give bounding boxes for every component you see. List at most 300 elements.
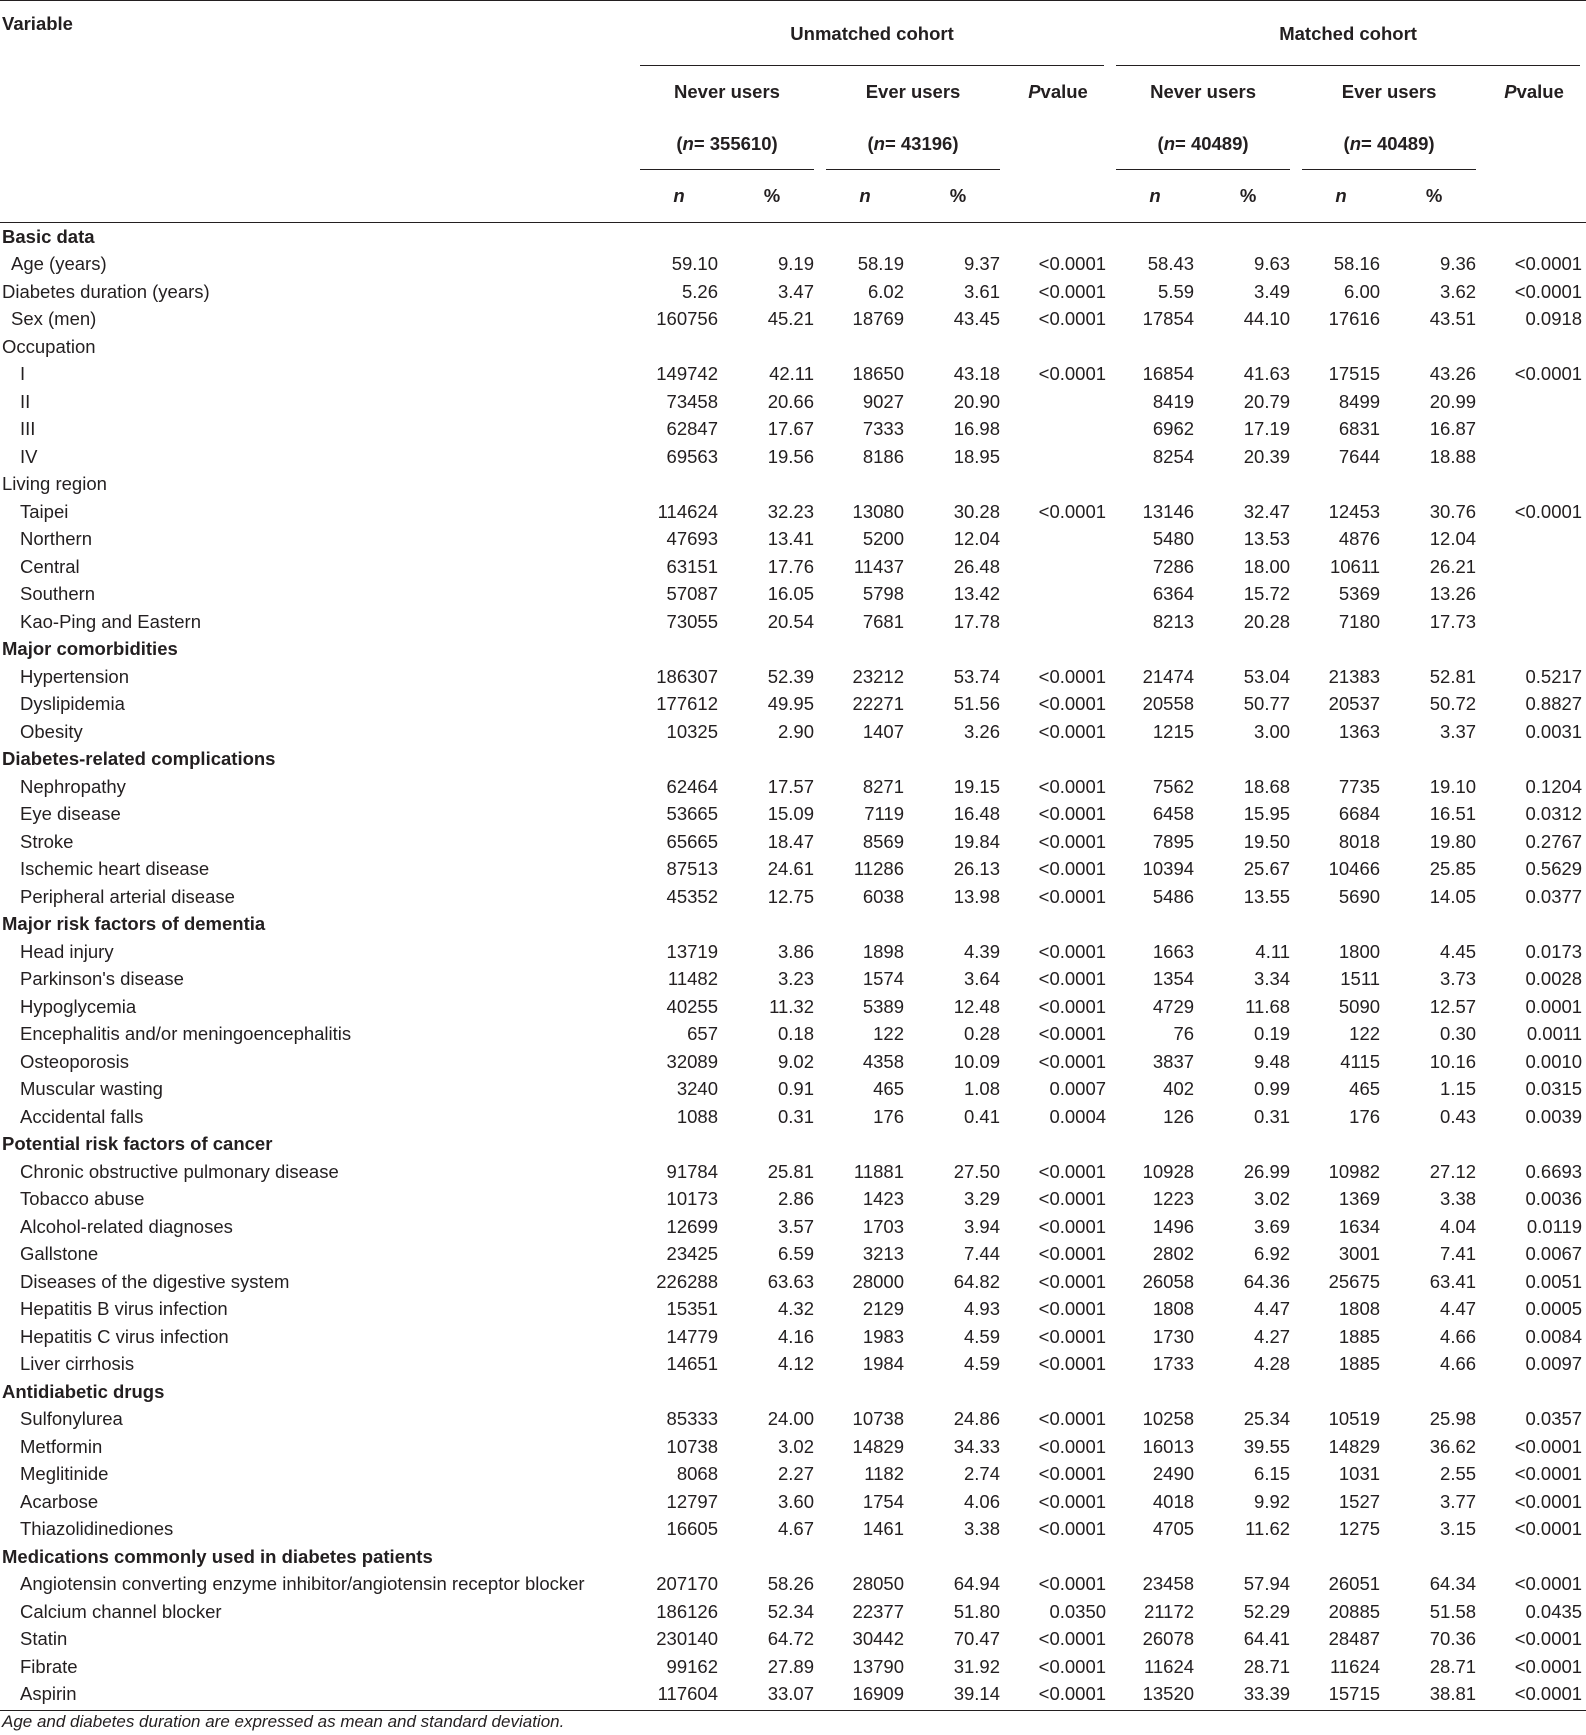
unmatched-never-n-cell: 186307 [656, 665, 718, 687]
unmatched-ever-pct-cell: 9.37 [963, 253, 1000, 275]
table-row [0, 581, 1586, 609]
matched-ever-n-cell [1296, 333, 1386, 361]
matched-never-pct-cell: 53.04 [1243, 665, 1291, 687]
unmatched-ever-n-cell: 11286 [853, 858, 904, 880]
unmatched-never-pct-cell: 17.57 [767, 775, 814, 797]
unmatched-ever-n: (n= 43196) [820, 118, 1006, 170]
matched-ever-pct-cell: 52.81 [1429, 665, 1477, 687]
matched-never-n-cell: 6364 [1152, 583, 1195, 605]
table-row [0, 251, 1586, 279]
matched-ever-pct-cell: 13.26 [1429, 583, 1477, 605]
matched-ever-pct-cell: 12.04 [1429, 528, 1477, 550]
unmatched-ever-n-cell: 8271 [862, 775, 904, 797]
unmatched-ever-pct-cell: 39.14 [910, 1681, 1006, 1711]
matched-ever-n-cell: 11624 [1329, 1655, 1381, 1677]
matched-never-pct-cell: 57.94 [1243, 1573, 1291, 1595]
matched-p-value-cell [1482, 608, 1586, 636]
unmatched-ever-pct-cell: 12.48 [953, 995, 1000, 1017]
unmatched-never-n-cell: 57087 [666, 583, 718, 605]
matched-never-n-cell: 16013 [1142, 1435, 1195, 1457]
table-footnote: Age and diabetes duration are expressed as mean and standard deviation. [2, 1712, 565, 1731]
unmatched-ever-n-cell: 5200 [862, 528, 904, 550]
unmatched-p-value-cell: <0.0001 [1038, 995, 1107, 1017]
table-row [0, 993, 1586, 1021]
unmatched-ever-n-cell: 1461 [862, 1518, 904, 1540]
matched-never-pct-cell: 18.00 [1243, 555, 1291, 577]
unmatched-ever-n-cell: 3213 [862, 1243, 904, 1265]
matched-ever-pct-cell: 16.51 [1429, 803, 1477, 825]
matched-never-pct-cell: 25.67 [1243, 858, 1291, 880]
unmatched-never-pct-cell: 3.23 [777, 968, 814, 990]
unmatched-ever-pct-cell: 30.28 [953, 500, 1000, 522]
unmatched-never-pct-cell: 4.32 [777, 1298, 814, 1320]
unmatched-never-n-cell: 12699 [666, 1215, 718, 1237]
table-row [0, 471, 1586, 499]
section-header-row [0, 911, 1586, 939]
matched-never-n-cell: 5486 [1152, 885, 1195, 907]
unmatched-never-pct-cell: 27.89 [767, 1655, 814, 1677]
unmatched-p-value-cell: <0.0001 [1038, 775, 1107, 797]
unmatched-ever-n-cell: 6.02 [867, 280, 904, 302]
matched-never-pct-cell: 0.31 [1254, 1105, 1291, 1127]
unmatched-never-pct-cell: 32.23 [767, 500, 814, 522]
matched-p-value-cell: 0.0357 [1525, 1408, 1583, 1430]
matched-never-n-cell: 20558 [1142, 693, 1195, 715]
matched-ever-pct-cell: 12.57 [1429, 995, 1477, 1017]
matched-ever-pct-cell: 4.45 [1440, 940, 1477, 962]
matched-ever-n-cell: 6.00 [1344, 280, 1381, 302]
matched-never-pct-cell: 0.19 [1254, 1023, 1291, 1045]
unmatched-ever-pct-cell: 3.94 [963, 1215, 1000, 1237]
unmatched-ever-pct-cell: 4.39 [963, 940, 1000, 962]
matched-never-n-cell: 7286 [1152, 555, 1195, 577]
matched-ever-pct-cell: 0.43 [1440, 1105, 1477, 1127]
unmatched-ever-pct-cell: 70.47 [953, 1628, 1000, 1650]
unmatched-never-pct-cell: 58.26 [767, 1573, 814, 1595]
unmatched-p-value-cell: <0.0001 [1038, 1215, 1107, 1237]
unmatched-ever-pct-cell: 26.48 [953, 555, 1000, 577]
row-label: Ischemic heart disease [20, 858, 210, 880]
unmatched-p-value-cell: <0.0001 [1038, 1628, 1107, 1650]
unmatched-ever-pct-cell: 10.09 [953, 1050, 1000, 1072]
matched-never-pct-cell: 26.99 [1243, 1160, 1291, 1182]
unmatched-p-value-cell: <0.0001 [1038, 1188, 1107, 1210]
unmatched-never-n-cell: 10738 [666, 1435, 718, 1457]
unmatched-never-pct-cell: 19.56 [767, 445, 814, 467]
table-row [0, 1103, 1586, 1131]
unmatched-p-value-cell: <0.0001 [1038, 280, 1107, 302]
matched-never-n-cell: 7562 [1152, 775, 1195, 797]
matched-never-n-cell: 1215 [1152, 720, 1195, 742]
unmatched-never-n-cell: 73458 [666, 390, 718, 412]
unmatched-never-n-cell: 230140 [656, 1628, 718, 1650]
matched-never-n-cell: 10928 [1142, 1160, 1195, 1182]
matched-ever-pct-cell: 3.62 [1440, 280, 1477, 302]
matched-ever-pct-cell: 43.26 [1429, 363, 1477, 385]
matched-ever-n-cell: 4115 [1340, 1050, 1381, 1072]
unmatched-never-n-cell: 23425 [666, 1243, 718, 1265]
matched-never-pct-cell: 3.34 [1254, 968, 1291, 990]
matched-p-value-cell: 0.0001 [1525, 995, 1583, 1017]
col-pct: % [724, 170, 820, 223]
row-label: Calcium channel blocker [20, 1600, 222, 1622]
matched-ever-n-cell: 6831 [1338, 418, 1381, 440]
section-header-row [0, 1131, 1586, 1159]
matched-never-n-cell: 23458 [1142, 1573, 1195, 1595]
table-row [0, 608, 1586, 636]
matched-ever-n-cell: 1885 [1338, 1325, 1381, 1347]
unmatched-p-value-cell: <0.0001 [1038, 1243, 1107, 1265]
matched-ever-n-cell: 176 [1349, 1105, 1381, 1127]
matched-never-n-cell: 76 [1173, 1023, 1195, 1045]
row-label: Fibrate [20, 1655, 78, 1677]
matched-ever-n-cell: 3001 [1338, 1243, 1381, 1265]
matched-ever-pct-cell: 36.62 [1429, 1435, 1477, 1457]
matched-ever-n-cell: 21383 [1328, 665, 1381, 687]
table-row [0, 388, 1586, 416]
unmatched-ever-pct-cell: 4.59 [963, 1325, 1000, 1347]
matched-never-n-cell: 1733 [1152, 1353, 1195, 1375]
unmatched-ever-pct-cell: 20.90 [953, 390, 1000, 412]
matched-never-pct-cell: 3.02 [1254, 1188, 1291, 1210]
matched-ever-pct-cell: 16.87 [1429, 418, 1477, 440]
table-row [0, 801, 1586, 829]
matched-p-value-header: Pvalue [1504, 81, 1564, 102]
matched-p-value-cell: 0.0435 [1525, 1600, 1583, 1622]
matched-p-value-cell [1482, 333, 1586, 361]
table-row [0, 1626, 1586, 1654]
matched-ever-pct-cell: 50.72 [1429, 693, 1477, 715]
matched-ever-n-cell: 6684 [1338, 803, 1381, 825]
unmatched-never-n-cell: 65665 [666, 830, 718, 852]
matched-ever-n-cell: 28487 [1328, 1628, 1381, 1650]
unmatched-never-n-cell: 62847 [666, 418, 718, 440]
matched-ever-n-cell: 12453 [1328, 500, 1381, 522]
table-row [0, 498, 1586, 526]
unmatched-never-pct-cell: 49.95 [767, 693, 814, 715]
row-label: Head injury [20, 940, 114, 962]
table-row [0, 1296, 1586, 1324]
unmatched-ever-pct-cell: 16.48 [953, 803, 1000, 825]
matched-ever-pct-cell: 27.12 [1429, 1160, 1477, 1182]
col-pct: % [1200, 170, 1296, 223]
unmatched-never-n-cell: 40255 [666, 995, 718, 1017]
unmatched-ever-pct-cell: 4.93 [963, 1298, 1000, 1320]
matched-never-pct-cell: 20.79 [1243, 390, 1291, 412]
col-n: n [1296, 170, 1386, 223]
matched-ever-pct-cell: 18.88 [1429, 445, 1477, 467]
unmatched-p-value-cell: <0.0001 [1038, 1655, 1107, 1677]
matched-ever-n-cell: 1808 [1338, 1298, 1381, 1320]
table-row [0, 1213, 1586, 1241]
matched-p-value-cell [1482, 581, 1586, 609]
unmatched-p-value-cell: <0.0001 [1038, 253, 1107, 275]
matched-ever-n-cell: 4876 [1338, 528, 1381, 550]
matched-ever-n-cell: 17616 [1328, 308, 1381, 330]
unmatched-never-n-cell: 149742 [656, 363, 718, 385]
unmatched-p-value-cell: <0.0001 [1038, 1408, 1107, 1430]
row-label: Diseases of the digestive system [20, 1270, 290, 1292]
matched-p-value-cell: 0.0312 [1525, 803, 1583, 825]
unmatched-p-value-cell [1006, 416, 1110, 444]
matched-ever-n-cell: 5690 [1338, 885, 1381, 907]
matched-never-n-cell: 2490 [1152, 1463, 1195, 1485]
unmatched-ever-n-cell: 1983 [862, 1325, 904, 1347]
matched-ever-n: (n= 40489) [1296, 118, 1482, 170]
unmatched-ever-n-cell: 122 [873, 1023, 904, 1045]
unmatched-ever-pct-cell: 3.26 [963, 720, 1000, 742]
unmatched-ever-n-cell: 7333 [862, 418, 904, 440]
matched-ever-n-cell: 5369 [1338, 583, 1381, 605]
matched-never-pct-cell: 20.28 [1243, 610, 1291, 632]
table-row [0, 663, 1586, 691]
matched-never-n-cell: 402 [1163, 1078, 1195, 1100]
unmatched-never-n-cell [634, 471, 724, 499]
matched-p-value-cell: 0.2767 [1525, 830, 1583, 852]
table-row [0, 1021, 1586, 1049]
matched-never-pct-cell: 33.39 [1200, 1681, 1296, 1711]
row-label: Living region [2, 473, 107, 495]
matched-never-pct-cell: 20.39 [1243, 445, 1291, 467]
matched-ever-pct-cell: 64.34 [1429, 1573, 1477, 1595]
matched-ever-n-cell: 122 [1349, 1023, 1381, 1045]
unmatched-never-n-cell: 15351 [666, 1298, 718, 1320]
unmatched-p-value-cell: <0.0001 [1038, 720, 1107, 742]
section-header-row [0, 1378, 1586, 1406]
unmatched-never-n-cell: 8068 [676, 1463, 718, 1485]
col-n: n [1110, 170, 1200, 223]
unmatched-p-value-cell: <0.0001 [1038, 1270, 1107, 1292]
unmatched-never-pct-cell: 4.12 [777, 1353, 814, 1375]
matched-ever-pct-cell: 14.05 [1429, 885, 1477, 907]
section-header-row [0, 636, 1586, 664]
table-row [0, 278, 1586, 306]
unmatched-never-n-cell: 5.26 [681, 280, 718, 302]
unmatched-p-value-cell: <0.0001 [1038, 1023, 1107, 1045]
matched-ever-pct-cell: 43.51 [1429, 308, 1477, 330]
unmatched-ever-pct-cell: 51.80 [953, 1600, 1000, 1622]
matched-p-value-cell: <0.0001 [1514, 1573, 1583, 1595]
matched-never-n-cell: 10258 [1142, 1408, 1195, 1430]
unmatched-never-pct-cell: 64.72 [767, 1628, 814, 1650]
table-row [0, 1268, 1586, 1296]
row-label: Sex (men) [11, 308, 97, 330]
unmatched-ever-pct-cell: 16.98 [953, 418, 1000, 440]
unmatched-p-value-cell: <0.0001 [1038, 693, 1107, 715]
unmatched-never-n-cell: 32089 [666, 1050, 718, 1072]
unmatched-never-pct-cell: 13.41 [767, 528, 814, 550]
table-row [0, 1186, 1586, 1214]
row-label: Southern [20, 583, 96, 605]
unmatched-p-value-cell [1006, 553, 1110, 581]
unmatched-ever-pct-cell: 3.64 [963, 968, 1000, 990]
table-row [0, 1461, 1586, 1489]
matched-ever-pct-cell: 4.66 [1440, 1353, 1477, 1375]
unmatched-never-n-cell: 226288 [656, 1270, 718, 1292]
unmatched-never-n-cell: 114624 [657, 500, 718, 522]
unmatched-ever-pct-cell: 1.08 [963, 1078, 1000, 1100]
unmatched-ever-n-cell: 10738 [852, 1408, 904, 1430]
unmatched-never-pct-cell: 0.31 [777, 1105, 814, 1127]
matched-never-n-cell: 17854 [1142, 308, 1195, 330]
section-label: Diabetes-related complications [2, 748, 276, 770]
unmatched-ever-pct-cell: 2.74 [963, 1463, 1000, 1485]
unmatched-ever-n-cell: 13790 [852, 1655, 904, 1677]
row-label: Encephalitis and/or meningoencephalitis [20, 1023, 352, 1045]
unmatched-never-pct-cell: 18.47 [767, 830, 814, 852]
matched-ever-n-cell: 10982 [1328, 1160, 1381, 1182]
matched-never-n-cell: 4018 [1152, 1490, 1195, 1512]
matched-p-value-cell: <0.0001 [1514, 363, 1583, 385]
row-label: Acarbose [20, 1490, 99, 1512]
table-row [0, 1351, 1586, 1379]
unmatched-never-pct-cell: 3.60 [777, 1490, 814, 1512]
matched-never-pct-cell: 4.27 [1254, 1325, 1291, 1347]
row-label: Tobacco abuse [20, 1188, 145, 1210]
unmatched-ever-pct-cell: 17.78 [953, 610, 1000, 632]
section-label: Major risk factors of dementia [2, 913, 266, 935]
unmatched-ever-n-cell: 8186 [862, 445, 904, 467]
unmatched-p-value-cell [1006, 581, 1110, 609]
unmatched-never-pct-cell: 12.75 [767, 885, 814, 907]
matched-p-value-cell: <0.0001 [1514, 1628, 1583, 1650]
row-label: Central [20, 555, 80, 577]
matched-ever-n-cell: 20885 [1328, 1600, 1381, 1622]
unmatched-never-n-cell: 47693 [666, 528, 718, 550]
unmatched-ever-pct-cell: 27.50 [953, 1160, 1000, 1182]
unmatched-ever-n-cell: 1574 [862, 968, 904, 990]
unmatched-never-n-cell [634, 333, 724, 361]
matched-never-pct-cell: 32.47 [1243, 500, 1291, 522]
matched-never-n-cell: 3837 [1152, 1050, 1195, 1072]
unmatched-ever-n-cell: 6038 [862, 885, 904, 907]
unmatched-never-n-cell: 53665 [666, 803, 718, 825]
matched-ever-n-cell: 5090 [1338, 995, 1381, 1017]
matched-never-pct-cell: 19.50 [1243, 830, 1291, 852]
unmatched-ever-n-cell: 2129 [862, 1298, 904, 1320]
unmatched-p-value-cell: <0.0001 [1006, 1681, 1110, 1711]
matched-p-value-cell: 0.0010 [1525, 1050, 1583, 1072]
unmatched-ever-pct-cell: 53.74 [953, 665, 1000, 687]
table-row [0, 361, 1586, 389]
row-label: IV [20, 445, 38, 467]
unmatched-never-pct-cell: 52.34 [767, 1600, 814, 1622]
matched-ever-pct-cell [1386, 333, 1482, 361]
unmatched-p-value-cell [1006, 526, 1110, 554]
matched-never-n-cell: 8254 [1152, 445, 1195, 467]
matched-p-value-cell: 0.0011 [1526, 1023, 1583, 1045]
unmatched-never-n-cell: 85333 [666, 1408, 718, 1430]
matched-ever-n-cell: 1275 [1338, 1518, 1381, 1540]
matched-never-n-cell: 1354 [1152, 968, 1195, 990]
unmatched-ever-pct-cell: 51.56 [953, 693, 1000, 715]
matched-never-n-cell: 1496 [1152, 1215, 1195, 1237]
matched-never-n-cell: 26058 [1142, 1270, 1195, 1292]
unmatched-ever-n-cell: 1182 [864, 1463, 904, 1485]
unmatched-never-pct-cell: 3.57 [777, 1215, 814, 1237]
section-header-row [0, 1543, 1586, 1571]
unmatched-ever-n-cell: 4358 [862, 1050, 904, 1072]
matched-never-pct-cell: 11.68 [1245, 995, 1291, 1017]
row-label: Hepatitis B virus infection [20, 1298, 228, 1320]
unmatched-ever-pct-cell: 12.04 [953, 528, 1000, 550]
unmatched-ever-n-cell: 28000 [852, 1270, 904, 1292]
matched-never-users-header: Never users [1150, 81, 1257, 102]
matched-never-pct-cell: 3.00 [1254, 720, 1291, 742]
unmatched-ever-pct-cell: 64.94 [953, 1573, 1000, 1595]
unmatched-never-pct-cell: 24.61 [767, 858, 814, 880]
unmatched-never-pct-cell: 52.39 [767, 665, 814, 687]
matched-ever-pct-cell: 20.99 [1429, 390, 1477, 412]
matched-never-pct-cell: 0.99 [1254, 1078, 1291, 1100]
matched-ever-n-cell: 26051 [1328, 1573, 1381, 1595]
unmatched-p-value-cell: <0.0001 [1038, 1298, 1107, 1320]
matched-p-value-cell: 0.0036 [1525, 1188, 1583, 1210]
unmatched-never-users-header: Never users [674, 81, 780, 102]
unmatched-never-n-cell: 12797 [666, 1490, 718, 1512]
matched-never-pct-cell: 13.55 [1243, 885, 1291, 907]
unmatched-ever-pct-cell: 3.38 [963, 1518, 1000, 1540]
matched-ever-pct-cell: 38.81 [1386, 1681, 1482, 1711]
matched-never-n-cell: 13520 [1110, 1681, 1200, 1711]
matched-never-n-cell: 1663 [1152, 940, 1195, 962]
unmatched-ever-pct-cell: 3.29 [963, 1188, 1000, 1210]
unmatched-p-value-header: Pvalue [1028, 81, 1088, 102]
matched-never-pct-cell [1200, 471, 1296, 499]
matched-ever-n-cell: 8018 [1338, 830, 1381, 852]
matched-never-n-cell: 6458 [1152, 803, 1195, 825]
unmatched-ever-n-cell [820, 333, 910, 361]
unmatched-ever-pct-cell: 4.59 [963, 1353, 1000, 1375]
matched-never-n-cell: 21474 [1142, 665, 1195, 687]
table-row [0, 526, 1586, 554]
unmatched-ever-n-cell: 16909 [820, 1681, 910, 1711]
matched-never-n-cell: 4729 [1152, 995, 1195, 1017]
matched-ever-n-cell: 15715 [1296, 1681, 1386, 1711]
row-label: II [20, 390, 31, 412]
row-label: Stroke [20, 830, 74, 852]
matched-never-pct-cell [1200, 333, 1296, 361]
matched-ever-n-cell: 7735 [1338, 775, 1381, 797]
row-label: Thiazolidinediones [20, 1518, 174, 1540]
table-row [0, 718, 1586, 746]
matched-ever-pct-cell: 26.21 [1429, 555, 1477, 577]
unmatched-p-value-cell [1006, 471, 1110, 499]
unmatched-never-pct-cell: 33.07 [724, 1681, 820, 1711]
table-row [0, 1076, 1586, 1104]
unmatched-never-pct-cell: 63.63 [767, 1270, 814, 1292]
unmatched-p-value-cell: <0.0001 [1038, 1490, 1107, 1512]
unmatched-p-value-cell: <0.0001 [1038, 308, 1107, 330]
table-row [0, 938, 1586, 966]
unmatched-ever-n-cell: 465 [873, 1078, 904, 1100]
matched-p-value-cell: <0.0001 [1514, 1463, 1583, 1485]
unmatched-never-pct-cell: 20.54 [767, 610, 814, 632]
matched-ever-pct-cell [1386, 471, 1482, 499]
unmatched-ever-pct-cell: 43.45 [953, 308, 1000, 330]
unmatched-p-value-cell: <0.0001 [1038, 1353, 1107, 1375]
table-row [0, 306, 1586, 334]
row-label: Osteoporosis [20, 1050, 129, 1072]
matched-ever-n-cell: 7644 [1338, 445, 1381, 467]
matched-p-value-cell: 0.0315 [1525, 1078, 1583, 1100]
unmatched-never-pct-cell: 0.18 [777, 1023, 814, 1045]
matched-p-value-cell: 0.0084 [1525, 1325, 1583, 1347]
table-row [0, 691, 1586, 719]
table-row [0, 333, 1586, 361]
matched-never-pct-cell: 64.36 [1243, 1270, 1291, 1292]
matched-ever-n-cell: 1511 [1340, 968, 1381, 990]
